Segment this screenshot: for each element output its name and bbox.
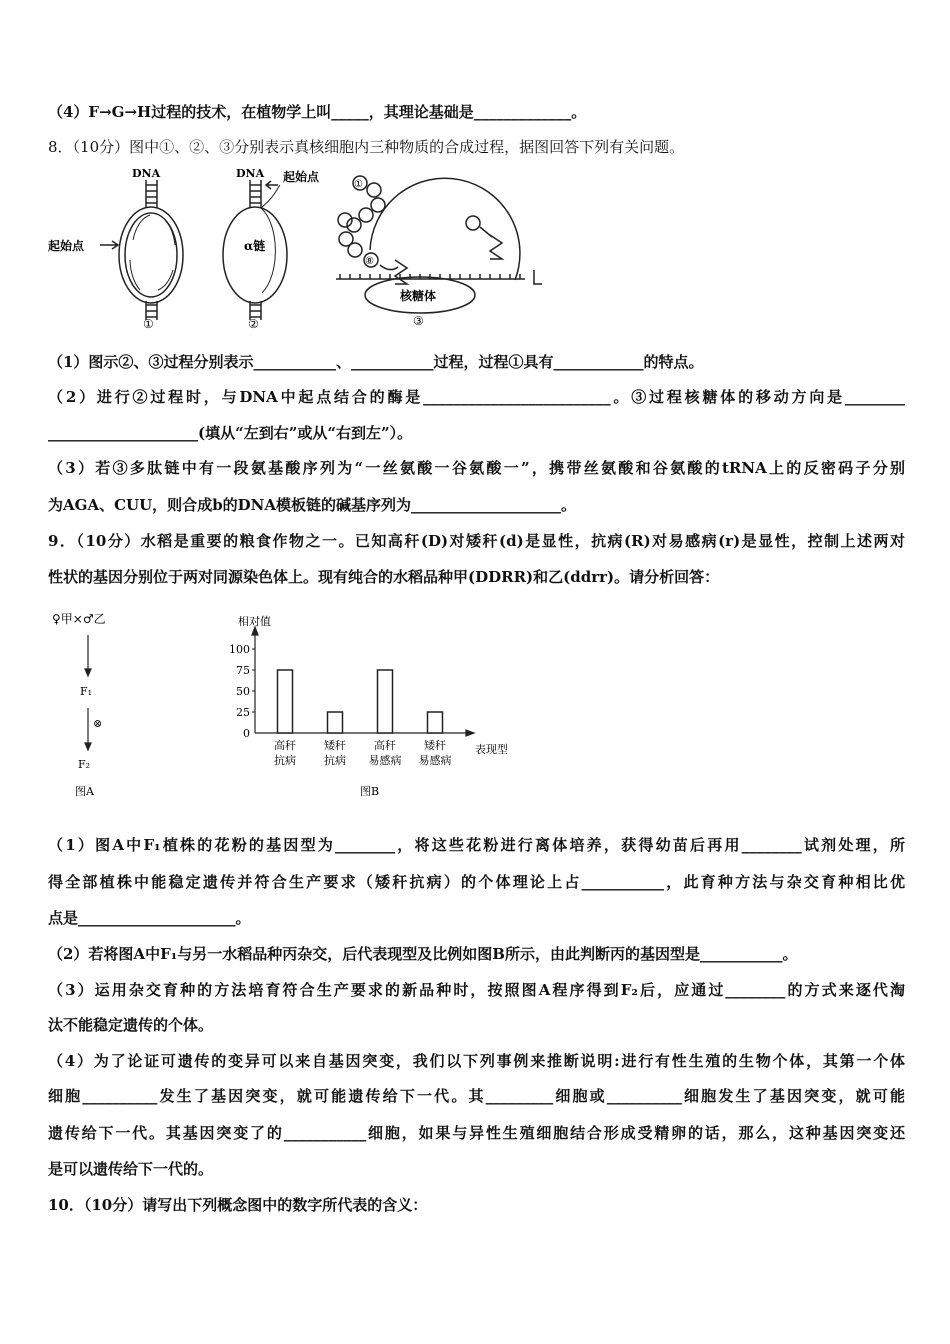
x-tick-label: 矮秆 (424, 739, 446, 752)
dna-label-1: DNA (132, 167, 161, 180)
selfing-symbol: ⊗ (93, 717, 103, 730)
question-9-part-1: （1）图A中F₁植株的花粉的基因型为________，将这些花粉进行离体培养，获得幼苗后再用________试剂处理，所 (48, 836, 905, 854)
question-9-stem: 9．（10分）水稻是重要的粮食作物之一。已知高秆(D)对矮秆(d)是显性，抗病(R)对易感病(r)是显性，控制上述两对 (48, 532, 905, 550)
process-1-label: ① (143, 317, 154, 331)
bar-高秆抗病 (278, 670, 293, 733)
origin-label-1: 起始点 (48, 239, 85, 253)
question-9-part-4-end: 是可以遗传给下一代的。 (48, 1160, 214, 1178)
question-9-part-3: （3）运用杂交育种的方法培育符合生产要求的新品种时，按照图A程序得到F₂后，应通过________的方式来逐代淘 (48, 981, 905, 999)
question-9-part-3-cont: 汰不能稳定遗传的个体。 (48, 1016, 214, 1034)
x-tick-label: 矮秆 (324, 739, 346, 752)
question-9-part-2: （2）若将图A中F₁与另一水稻品种丙杂交，后代表现型及比例如图B所示，由此判断丙的基因型是___________。 (48, 945, 798, 963)
peptide-8-label: ⑧ (365, 256, 374, 267)
f2-label: F₂ (78, 758, 91, 771)
question-9-part-4-cont2: 遗传给下一代。其基因突变了的___________细胞，如果与异性生殖细胞结合形成受精卵的话，那么，这种基因突变还 (48, 1124, 905, 1142)
origin-label-2: 起始点 (283, 170, 320, 184)
alpha-chain-label: α链 (244, 239, 266, 253)
x-tick-label: 易感病 (368, 754, 402, 767)
question-9-part-1-end: 点是_____________________。 (48, 909, 251, 927)
y-tick-label: 75 (236, 664, 250, 677)
f1-label: F₁ (80, 685, 93, 698)
y-tick-label: 50 (236, 685, 250, 698)
y-tick-label: 100 (229, 643, 250, 656)
dna-label-2: DNA (236, 167, 265, 180)
question-8-part-3-cont: 为AGA、CUU，则合成b的DNA模板链的碱基序列为____________________。 (48, 496, 577, 514)
process-3-label: ③ (413, 314, 424, 328)
question-9-part-4-cont1: 细胞__________发生了基因突变，就可能遗传给下一代。其_________细胞或__________细胞发生了基因突变，就可能 (48, 1087, 905, 1105)
ribosome-label: 核糖体 (400, 289, 437, 303)
x-tick-label: 抗病 (274, 754, 296, 767)
figure-a (40, 605, 180, 805)
figure-b-chart (220, 605, 530, 805)
synthesis-diagram (40, 165, 560, 335)
x-tick-label: 抗病 (324, 754, 346, 767)
question-7-part-4: （4）F→G→H过程的技术，在植物学上叫_____，其理论基础是_____________。 (48, 103, 587, 121)
question-8-part-2: （2）进行②过程时，与DNA中起点结合的酶是_________________________。③过程核糖体的移动方向是________ (48, 388, 905, 406)
x-tick-label: 高秆 (274, 739, 296, 752)
question-8-part-2-cont: ____________________(填从“左到右”或从“右到左”）。 (48, 424, 413, 442)
x-axis-label: 表现型 (475, 743, 508, 756)
peptide-1-label: ① (354, 179, 363, 190)
bar-矮秆抗病 (328, 712, 343, 733)
question-9-stem-cont: 性状的基因分别位于两对同源染色体上。现有纯合的水稻品种甲(DDRR)和乙(ddrr)。请分析回答： (48, 568, 720, 586)
question-9-part-4: （4）为了论证可遗传的变异可以来自基因突变，我们以下列事例来推断说明:进行有性生殖的生物个体，其第一个体 (48, 1052, 905, 1070)
question-9-part-1-cont: 得全部植株中能稳定遗传并符合生产要求（矮秆抗病）的个体理论上占___________，此育种方法与杂交育种相比优 (48, 873, 905, 891)
x-tick-label: 易感病 (418, 754, 452, 767)
figure-a-caption: 图A (75, 785, 94, 798)
y-axis-label: 相对值 (238, 615, 271, 628)
question-8-part-1: （1）图示②、③过程分别表示___________、___________过程，过程①具有____________的特点。 (48, 353, 704, 371)
bar-矮秆易感病 (428, 712, 443, 733)
question-8-stem: 8．（10分）图中①、②、③分别表示真核细胞内三种物质的合成过程，据图回答下列有关问题。 (48, 138, 685, 156)
question-10-stem: 10．（10分）请写出下列概念图中的数字所代表的含义： (48, 1196, 428, 1214)
y-tick-label: 0 (243, 727, 250, 740)
question-8-part-3: （3）若③多肽链中有一段氨基酸序列为“一丝氨酸一谷氨酸一”，携带丝氨酸和谷氨酸的tRNA上的反密码子分别 (48, 459, 905, 477)
x-tick-label: 高秆 (374, 739, 396, 752)
y-tick-label: 25 (236, 706, 250, 719)
figure-b-caption: 图B (360, 785, 380, 798)
cross-label: ♀甲×♂乙 (52, 612, 106, 626)
process-2-label: ② (248, 317, 259, 331)
bar-高秆易感病 (378, 670, 393, 733)
